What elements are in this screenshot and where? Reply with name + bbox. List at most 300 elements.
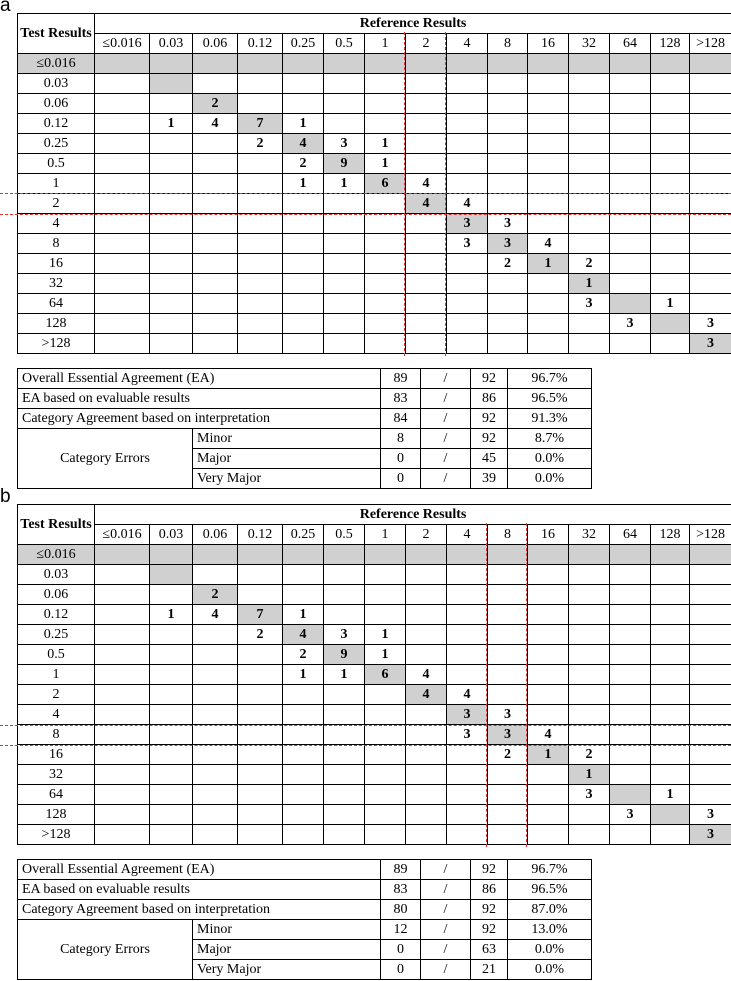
matrix-cell	[651, 545, 690, 565]
matrix-cell	[95, 685, 150, 705]
matrix-cell	[238, 785, 283, 805]
matrix-cell	[690, 94, 731, 114]
matrix-cell	[488, 174, 528, 194]
table-row	[18, 685, 731, 705]
matrix-cell	[528, 54, 569, 74]
row-header: 64	[18, 294, 95, 314]
matrix-cell	[324, 274, 365, 294]
matrix-cell	[365, 785, 406, 805]
row-header: 2	[18, 194, 95, 214]
matrix-cell	[447, 274, 488, 294]
matrix-cell	[365, 825, 406, 845]
matrix-cell	[193, 625, 238, 645]
matrix-cell	[406, 294, 447, 314]
matrix-cell	[610, 645, 651, 665]
summary-label: EA based on evaluable results	[18, 389, 381, 409]
table-row	[18, 294, 731, 314]
matrix-cell: 1	[365, 645, 406, 665]
matrix-cell: 3	[690, 825, 731, 845]
matrix-cell	[528, 114, 569, 134]
matrix-cell	[283, 705, 324, 725]
matrix-cell	[528, 625, 569, 645]
matrix-cell	[95, 194, 150, 214]
matrix-cell	[569, 725, 610, 745]
matrix-cell	[610, 334, 651, 354]
summary-pct: 0.0%	[508, 940, 592, 960]
matrix-cell	[324, 54, 365, 74]
matrix-cell	[528, 565, 569, 585]
matrix-cell	[690, 274, 731, 294]
matrix-cell	[238, 545, 283, 565]
matrix-cell	[283, 194, 324, 214]
summary-pct: 0.0%	[508, 960, 592, 980]
matrix-cell	[283, 685, 324, 705]
matrix-cell: 3	[324, 625, 365, 645]
column-header: ≤0.016	[95, 525, 150, 545]
matrix-cell	[569, 665, 610, 685]
matrix-cell	[528, 645, 569, 665]
matrix-cell	[651, 705, 690, 725]
matrix-cell	[651, 154, 690, 174]
matrix-cell	[447, 765, 488, 785]
matrix-cell	[365, 194, 406, 214]
matrix-cell	[610, 765, 651, 785]
matrix-cell	[324, 545, 365, 565]
matrix-cell	[569, 74, 610, 94]
table-row	[18, 54, 731, 74]
matrix-cell	[528, 174, 569, 194]
matrix-cell: 3	[488, 234, 528, 254]
matrix-cell	[610, 194, 651, 214]
matrix-cell	[406, 625, 447, 645]
table-row	[18, 585, 731, 605]
matrix-cell: 1	[150, 114, 193, 134]
matrix-cell: 3	[488, 725, 528, 745]
matrix-cell	[238, 825, 283, 845]
row-header: 2	[18, 685, 95, 705]
matrix-cell	[150, 334, 193, 354]
matrix-cell	[569, 685, 610, 705]
matrix-cell: 1	[324, 174, 365, 194]
error-type-label: Very Major	[193, 960, 381, 980]
summary-d: 92	[471, 900, 508, 920]
summary-d: 92	[471, 409, 508, 429]
matrix-cell: 3	[488, 705, 528, 725]
matrix-cell	[651, 74, 690, 94]
matrix-cell	[610, 234, 651, 254]
matrix-cell	[150, 725, 193, 745]
matrix-cell	[365, 314, 406, 334]
matrix-cell	[488, 565, 528, 585]
matrix-cell	[488, 134, 528, 154]
summary-row	[18, 880, 592, 900]
matrix-cell: 3	[488, 214, 528, 234]
matrix-cell	[365, 94, 406, 114]
matrix-cell	[150, 825, 193, 845]
matrix-cell	[406, 745, 447, 765]
matrix-cell: 1	[150, 605, 193, 625]
summary-label: Overall Essential Agreement (EA)	[18, 860, 381, 880]
matrix-cell	[365, 805, 406, 825]
matrix-cell	[690, 645, 731, 665]
summary-sep: /	[421, 449, 471, 469]
column-header: 1	[365, 34, 406, 54]
matrix-cell	[610, 134, 651, 154]
matrix-cell	[193, 334, 238, 354]
matrix-cell	[569, 94, 610, 114]
matrix-cell	[651, 585, 690, 605]
matrix-table	[17, 504, 731, 845]
row-header: 8	[18, 725, 95, 745]
matrix-cell	[365, 74, 406, 94]
matrix-cell	[488, 314, 528, 334]
matrix-cell	[365, 585, 406, 605]
matrix-cell	[283, 745, 324, 765]
table-row	[18, 214, 731, 234]
matrix-cell	[488, 94, 528, 114]
matrix-cell	[193, 314, 238, 334]
matrix-cell	[95, 585, 150, 605]
summary-pct: 0.0%	[508, 469, 592, 489]
summary-d: 63	[471, 940, 508, 960]
matrix-cell: 3	[447, 725, 488, 745]
matrix-cell	[238, 334, 283, 354]
summary-sep: /	[421, 389, 471, 409]
matrix-cell	[488, 765, 528, 785]
matrix-cell	[610, 274, 651, 294]
matrix-cell	[193, 254, 238, 274]
table-row	[18, 234, 731, 254]
summary-n: 0	[381, 940, 421, 960]
matrix-cell	[651, 314, 690, 334]
summary-pct: 96.5%	[508, 389, 592, 409]
matrix-cell: 1	[365, 134, 406, 154]
matrix-cell	[528, 785, 569, 805]
summary-d: 92	[471, 860, 508, 880]
summary-n: 89	[381, 860, 421, 880]
matrix-cell	[406, 645, 447, 665]
matrix-cell	[95, 54, 150, 74]
category-errors-label: Category Errors	[18, 920, 193, 980]
matrix-cell	[569, 705, 610, 725]
summary-d: 86	[471, 880, 508, 900]
matrix-cell	[95, 214, 150, 234]
matrix-cell	[651, 194, 690, 214]
matrix-cell	[238, 805, 283, 825]
matrix-cell	[150, 214, 193, 234]
matrix-cell: 1	[528, 254, 569, 274]
matrix-cell	[406, 214, 447, 234]
matrix-cell	[690, 785, 731, 805]
row-header: 128	[18, 805, 95, 825]
matrix-cell	[406, 234, 447, 254]
matrix-cell	[690, 194, 731, 214]
matrix-cell	[283, 825, 324, 845]
matrix-cell	[406, 585, 447, 605]
matrix-cell	[447, 605, 488, 625]
matrix-cell	[283, 585, 324, 605]
matrix-cell	[406, 565, 447, 585]
matrix-cell	[528, 685, 569, 705]
matrix-cell	[150, 545, 193, 565]
matrix-cell	[150, 745, 193, 765]
matrix-cell: 2	[488, 254, 528, 274]
matrix-cell	[690, 745, 731, 765]
matrix-cell	[193, 805, 238, 825]
matrix-cell: 4	[528, 234, 569, 254]
reference-results-header: Reference Results	[95, 505, 731, 525]
summary-d: 45	[471, 449, 508, 469]
matrix-cell	[324, 825, 365, 845]
matrix-cell	[651, 665, 690, 685]
matrix-cell	[651, 134, 690, 154]
matrix-cell	[569, 585, 610, 605]
matrix-cell	[651, 114, 690, 134]
matrix-cell	[406, 114, 447, 134]
matrix-cell	[690, 725, 731, 745]
column-header: 16	[528, 525, 569, 545]
matrix-cell	[690, 234, 731, 254]
matrix-cell: 4	[406, 194, 447, 214]
matrix-cell	[528, 825, 569, 845]
matrix-cell	[569, 54, 610, 74]
table-row	[18, 625, 731, 645]
matrix-cell	[528, 765, 569, 785]
matrix-cell	[95, 745, 150, 765]
matrix-cell: 9	[324, 645, 365, 665]
matrix-cell	[569, 565, 610, 585]
matrix-cell	[193, 174, 238, 194]
column-header: 0.25	[283, 525, 324, 545]
row-header: 4	[18, 214, 95, 234]
test-results-header: Test Results	[18, 14, 95, 54]
matrix-cell	[150, 234, 193, 254]
column-header: >128	[690, 525, 731, 545]
table-row	[18, 314, 731, 334]
row-header: 32	[18, 765, 95, 785]
table-row	[18, 645, 731, 665]
table-row	[18, 74, 731, 94]
panel-label: a	[0, 0, 11, 16]
matrix-cell	[238, 565, 283, 585]
matrix-cell: 1	[283, 174, 324, 194]
matrix-cell: 2	[569, 254, 610, 274]
matrix-cell	[324, 805, 365, 825]
matrix-cell	[283, 74, 324, 94]
summary-table	[17, 859, 591, 980]
summary-row	[18, 920, 592, 940]
matrix-cell	[447, 585, 488, 605]
matrix-cell	[528, 154, 569, 174]
matrix-cell: 4	[193, 605, 238, 625]
matrix-cell	[324, 585, 365, 605]
matrix-cell	[406, 805, 447, 825]
row-header: 0.06	[18, 94, 95, 114]
matrix-cell	[528, 605, 569, 625]
matrix-cell	[193, 645, 238, 665]
matrix-cell	[651, 234, 690, 254]
matrix-cell	[324, 685, 365, 705]
test-results-header: Test Results	[18, 505, 95, 545]
matrix-cell	[690, 625, 731, 645]
row-header: 0.03	[18, 565, 95, 585]
matrix-cell	[447, 154, 488, 174]
matrix-cell	[365, 725, 406, 745]
matrix-cell	[283, 294, 324, 314]
matrix-cell	[150, 94, 193, 114]
matrix-cell	[365, 605, 406, 625]
matrix-cell	[690, 765, 731, 785]
table-row	[18, 334, 731, 354]
matrix-cell	[528, 134, 569, 154]
table-row	[18, 254, 731, 274]
table-row	[18, 765, 731, 785]
matrix-cell	[150, 805, 193, 825]
matrix-cell	[238, 54, 283, 74]
table-row	[18, 785, 731, 805]
table-row	[18, 545, 731, 565]
matrix-cell	[95, 234, 150, 254]
matrix-cell	[193, 154, 238, 174]
column-header: 0.12	[238, 34, 283, 54]
row-header: 0.03	[18, 74, 95, 94]
table-row	[18, 94, 731, 114]
matrix-cell	[447, 334, 488, 354]
matrix-cell	[528, 214, 569, 234]
summary-n: 12	[381, 920, 421, 940]
matrix-cell	[283, 274, 324, 294]
matrix-cell	[193, 214, 238, 234]
matrix-cell: 2	[193, 94, 238, 114]
matrix-cell	[651, 94, 690, 114]
matrix-cell	[150, 705, 193, 725]
table-row	[18, 154, 731, 174]
matrix-cell	[193, 134, 238, 154]
matrix-cell	[238, 725, 283, 745]
matrix-cell	[365, 54, 406, 74]
matrix-cell: 1	[283, 665, 324, 685]
matrix-cell	[193, 274, 238, 294]
matrix-cell	[238, 194, 283, 214]
matrix-cell: 4	[447, 194, 488, 214]
matrix-cell	[365, 545, 406, 565]
row-header: ≤0.016	[18, 545, 95, 565]
matrix-cell	[488, 605, 528, 625]
matrix-cell: 7	[238, 114, 283, 134]
matrix-cell	[447, 74, 488, 94]
matrix-cell	[324, 114, 365, 134]
column-header: 8	[488, 525, 528, 545]
matrix-cell	[528, 334, 569, 354]
matrix-cell	[690, 585, 731, 605]
matrix-cell	[651, 214, 690, 234]
matrix-cell: 1	[651, 785, 690, 805]
matrix-cell	[651, 254, 690, 274]
matrix-cell	[324, 214, 365, 234]
matrix-cell: 2	[488, 745, 528, 765]
summary-sep: /	[421, 429, 471, 449]
matrix-cell	[528, 545, 569, 565]
matrix-cell	[651, 625, 690, 645]
matrix-cell	[324, 314, 365, 334]
matrix-cell	[406, 765, 447, 785]
summary-d: 39	[471, 469, 508, 489]
matrix-cell: 3	[569, 785, 610, 805]
matrix-cell	[610, 705, 651, 725]
matrix-cell	[365, 565, 406, 585]
matrix-cell	[651, 54, 690, 74]
matrix-cell: 4	[406, 665, 447, 685]
matrix-cell	[610, 785, 651, 805]
matrix-cell	[238, 174, 283, 194]
matrix-cell: 1	[365, 154, 406, 174]
matrix-cell	[447, 805, 488, 825]
matrix-cell	[238, 234, 283, 254]
matrix-cell	[150, 585, 193, 605]
matrix-cell	[488, 334, 528, 354]
header-row	[18, 505, 731, 525]
matrix-cell: 3	[447, 234, 488, 254]
matrix-cell	[528, 665, 569, 685]
matrix-cell: 2	[283, 154, 324, 174]
matrix-cell	[528, 74, 569, 94]
column-header-row	[18, 34, 731, 54]
matrix-cell	[569, 314, 610, 334]
column-header: 0.03	[150, 525, 193, 545]
matrix-cell	[238, 585, 283, 605]
matrix-cell	[690, 114, 731, 134]
matrix-cell	[406, 545, 447, 565]
summary-d: 92	[471, 429, 508, 449]
column-header: 16	[528, 34, 569, 54]
summary-sep: /	[421, 960, 471, 980]
agreement-matrix	[17, 504, 731, 852]
matrix-cell	[690, 665, 731, 685]
summary-label: Category Agreement based on interpretation	[18, 900, 381, 920]
summary-pct: 96.7%	[508, 860, 592, 880]
matrix-cell: 1	[324, 665, 365, 685]
summary-n: 8	[381, 429, 421, 449]
matrix-cell	[528, 805, 569, 825]
matrix-cell	[690, 154, 731, 174]
matrix-cell: 3	[447, 214, 488, 234]
matrix-cell	[95, 605, 150, 625]
matrix-cell	[690, 705, 731, 725]
row-header: 4	[18, 705, 95, 725]
matrix-cell	[238, 314, 283, 334]
matrix-cell	[569, 234, 610, 254]
matrix-cell	[610, 545, 651, 565]
row-header: 16	[18, 254, 95, 274]
matrix-cell	[651, 765, 690, 785]
matrix-cell	[365, 214, 406, 234]
matrix-cell	[193, 725, 238, 745]
matrix-cell	[150, 134, 193, 154]
table-row	[18, 825, 731, 845]
summary-sep: /	[421, 409, 471, 429]
matrix-cell	[447, 785, 488, 805]
matrix-cell	[193, 705, 238, 725]
matrix-cell	[283, 785, 324, 805]
matrix-cell	[447, 665, 488, 685]
matrix-cell	[238, 705, 283, 725]
column-header: 32	[569, 34, 610, 54]
column-header-row	[18, 525, 731, 545]
summary-n: 84	[381, 409, 421, 429]
matrix-cell	[406, 134, 447, 154]
matrix-cell: 3	[569, 294, 610, 314]
summary-sep: /	[421, 369, 471, 389]
